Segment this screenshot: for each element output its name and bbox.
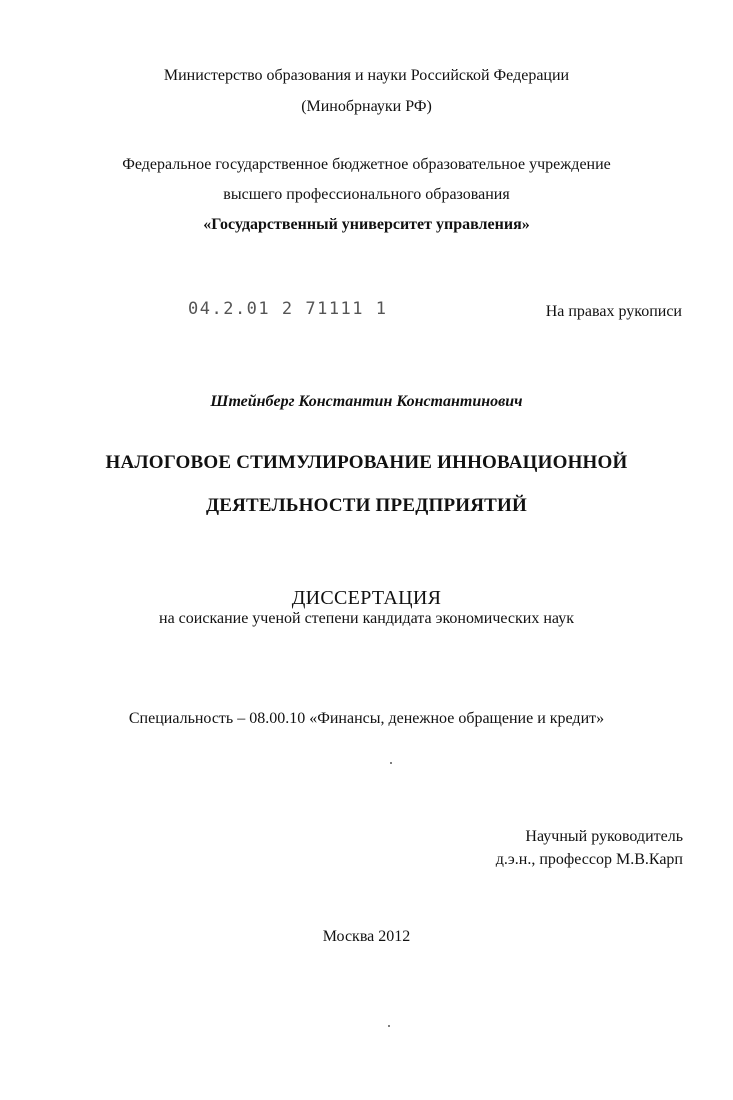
scan-speck bbox=[388, 1025, 390, 1027]
supervisor-name: д.э.н., профессор М.В.Карп bbox=[495, 851, 683, 868]
university-name: «Государственный университет управления» bbox=[203, 216, 530, 233]
title-line-2: ДЕЯТЕЛЬНОСТИ ПРЕДПРИЯТИЙ bbox=[205, 495, 528, 516]
author-name: Штейнберг Константин Константинович bbox=[210, 393, 523, 410]
dissertation-label: ДИССЕРТАЦИЯ bbox=[291, 587, 442, 609]
scan-speck bbox=[390, 762, 392, 764]
degree-sought: на соискание ученой степени кандидата экономических наук bbox=[159, 610, 574, 627]
supervisor-role: Научный руководитель bbox=[525, 828, 683, 845]
manuscript-note: На правах рукописи bbox=[545, 303, 682, 320]
city-year: Москва 2012 bbox=[322, 928, 411, 945]
institution-line-2: высшего профессионального образования bbox=[223, 186, 510, 203]
ministry-short-name: (Минобрнауки РФ) bbox=[301, 98, 432, 115]
ministry-name: Министерство образования и науки Российской Федерации bbox=[163, 67, 570, 84]
title-line-1: НАЛОГОВОЕ СТИМУЛИРОВАНИЕ ИННОВАЦИОННОЙ bbox=[105, 452, 628, 473]
specialty: Специальность – 08.00.10 «Финансы, денежное обращение и кредит» bbox=[128, 710, 605, 727]
institution-line-1: Федеральное государственное бюджетное образовательное учреждение bbox=[122, 156, 611, 173]
registration-stamp: 04.2.01 2 71111 1 bbox=[188, 299, 388, 319]
